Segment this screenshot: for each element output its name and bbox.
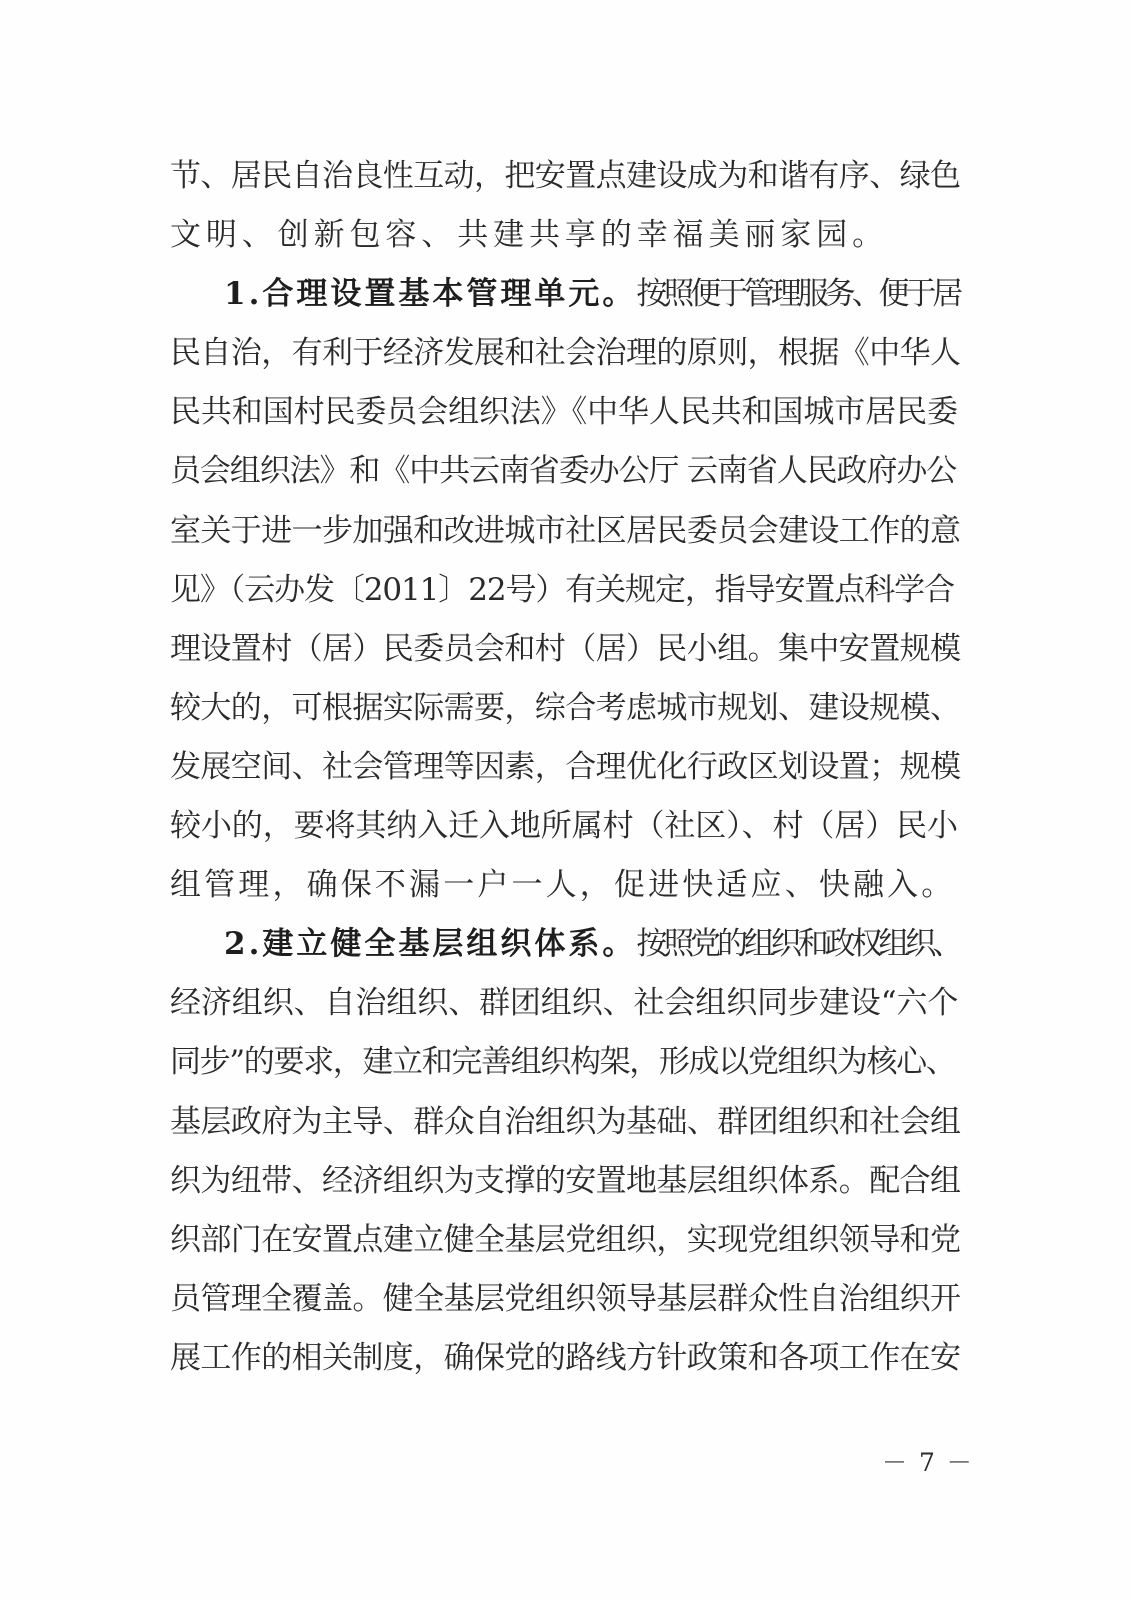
text-line — [170, 324, 960, 383]
line-text: 按照党的组织和政权组织、 — [636, 926, 960, 963]
text-line — [170, 679, 960, 738]
text-line — [170, 620, 960, 679]
line-text: 较大的，可根据实际需要，综合考虑城市规划、建设规模、 — [170, 689, 961, 726]
text-line — [170, 442, 960, 501]
line-text: 展工作的相关制度，确保党的路线方针政策和各项工作在安 — [170, 1339, 961, 1376]
line-text: 织为纽带、经济组织为支撑的安置地基层组织体系。配合组 — [170, 1162, 961, 1199]
line-text: 基层政府为主导、群众自治组织为基础、群团组织和社会组 — [170, 1103, 961, 1140]
line-text: 经济组织、自治组织、群团组织、社会组织同步建设“六个 — [170, 985, 959, 1022]
text-line — [170, 561, 960, 620]
line-text: 室关于进一步加强和改进城市社区居民委员会建设工作的意 — [170, 512, 961, 549]
text-line — [170, 856, 960, 915]
text-line — [170, 206, 960, 265]
section-heading-line — [170, 265, 960, 324]
text-line — [170, 1211, 960, 1270]
line-text: 组管理，确保不漏一户一人，促进快适应、快融入。 — [170, 867, 956, 904]
line-text: 文明、创新包容、共建共享的幸福美丽家园。 — [170, 217, 888, 254]
text-line — [170, 1033, 960, 1092]
line-text: 织部门在安置点建立健全基层党组织，实现党组织领导和党 — [170, 1221, 961, 1258]
line-text: 理设置村（居）民委员会和村（居）民小组。集中安置规模 — [170, 630, 961, 667]
line-text: 员管理全覆盖。健全基层党组织领导基层群众性自治组织开 — [170, 1280, 961, 1317]
line-text: 节、居民自治良性互动，把安置点建设成为和谐有序、绿色 — [170, 158, 961, 194]
line-text: 发展空间、社会管理等因素，合理优化行政区划设置；规模 — [170, 748, 961, 785]
line-text: 员会组织法》和《中共云南省委办公厅 云南省人民政府办公 — [170, 453, 957, 490]
section-heading: 2.建立健全基层组织体系。 — [224, 926, 637, 963]
section-heading: 1.合理设置基本管理单元。 — [224, 276, 637, 313]
text-line — [170, 797, 960, 856]
line-text: 较小的，要将其纳入迁入地所属村（社区）、村（居）民小 — [170, 808, 958, 845]
page-number: － 7 － — [882, 1448, 974, 1477]
body-text — [170, 147, 960, 1388]
text-line — [170, 974, 960, 1033]
line-text: 民自治，有利于经济发展和社会治理的原则，根据《中华人 — [170, 335, 961, 372]
section-heading-line — [170, 915, 960, 974]
text-line — [170, 147, 960, 206]
line-text: 见》（云办发〔2011〕22号）有关规定，指导安置点科学合 — [170, 571, 954, 608]
text-line — [170, 1093, 960, 1152]
text-line — [170, 502, 960, 561]
text-line — [170, 1329, 960, 1388]
text-line — [170, 383, 960, 442]
line-text: 按照便于管理服务、便于居 — [636, 276, 960, 313]
text-line — [170, 738, 960, 797]
line-text: 同步”的要求，建立和完善组织构架，形成以党组织为核心、 — [170, 1044, 956, 1081]
text-line — [170, 1152, 960, 1211]
line-text: 民共和国村民委员会组织法》《中华人民共和国城市居民委 — [170, 394, 958, 431]
text-line — [170, 1270, 960, 1329]
